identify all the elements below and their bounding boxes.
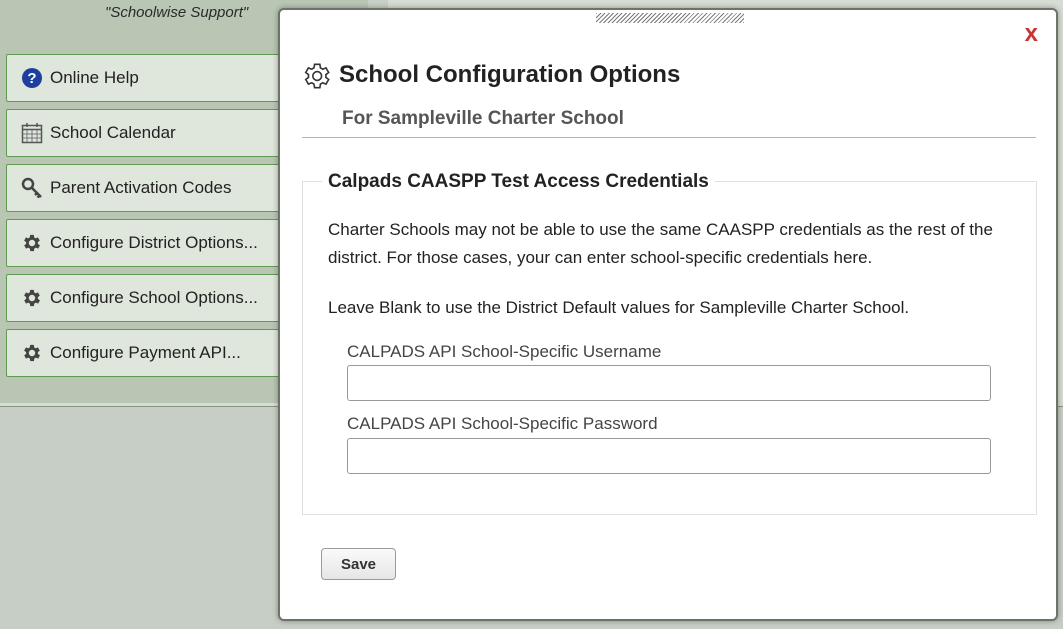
section-note: Leave Blank to use the District Default values for Sampleville Charter School. bbox=[328, 298, 910, 317]
menu-label: Configure District Options... bbox=[50, 233, 258, 252]
gear-icon bbox=[20, 231, 44, 255]
dialog-title: School Configuration Options bbox=[339, 61, 681, 88]
section-description: Charter Schools may not be able to use the same CAASPP credentials as the rest of the district. For those cases, your can enter school-specific credentials here. bbox=[328, 220, 993, 267]
key-icon bbox=[20, 176, 44, 200]
menu-label: Online Help bbox=[50, 68, 139, 87]
close-button[interactable]: x bbox=[1024, 20, 1038, 47]
online-help-button[interactable] bbox=[6, 54, 306, 102]
password-input[interactable] bbox=[347, 438, 991, 474]
password-label: CALPADS API School-Specific Password bbox=[347, 414, 658, 433]
gear-icon bbox=[20, 286, 44, 310]
dialog-subtitle: For Sampleville Charter School bbox=[342, 108, 624, 129]
drag-handle[interactable] bbox=[596, 13, 744, 23]
calendar-icon bbox=[20, 121, 44, 145]
configure-district-options-button[interactable] bbox=[6, 219, 306, 267]
school-configuration-dialog bbox=[278, 8, 1058, 621]
username-input[interactable] bbox=[347, 365, 991, 401]
configure-payment-api-button[interactable] bbox=[6, 329, 306, 377]
help-circle-icon bbox=[20, 66, 44, 90]
menu-label: Configure Payment API... bbox=[50, 343, 241, 362]
menu-label: Configure School Options... bbox=[50, 288, 258, 307]
support-text: "Schoolwise Support" bbox=[105, 4, 249, 21]
gear-icon bbox=[20, 341, 44, 365]
menu-label: Parent Activation Codes bbox=[50, 178, 232, 197]
configure-school-options-button[interactable] bbox=[6, 274, 306, 322]
username-label: CALPADS API School-Specific Username bbox=[347, 342, 662, 361]
svg-text:?: ? bbox=[27, 70, 37, 87]
header-divider bbox=[302, 137, 1036, 138]
gear-outline-icon bbox=[300, 60, 332, 92]
menu-label: School Calendar bbox=[50, 123, 176, 142]
save-button[interactable]: Save bbox=[321, 548, 396, 580]
section-legend: Calpads CAASPP Test Access Credentials bbox=[322, 171, 715, 193]
parent-activation-codes-button[interactable] bbox=[6, 164, 306, 212]
school-calendar-button[interactable] bbox=[6, 109, 306, 157]
